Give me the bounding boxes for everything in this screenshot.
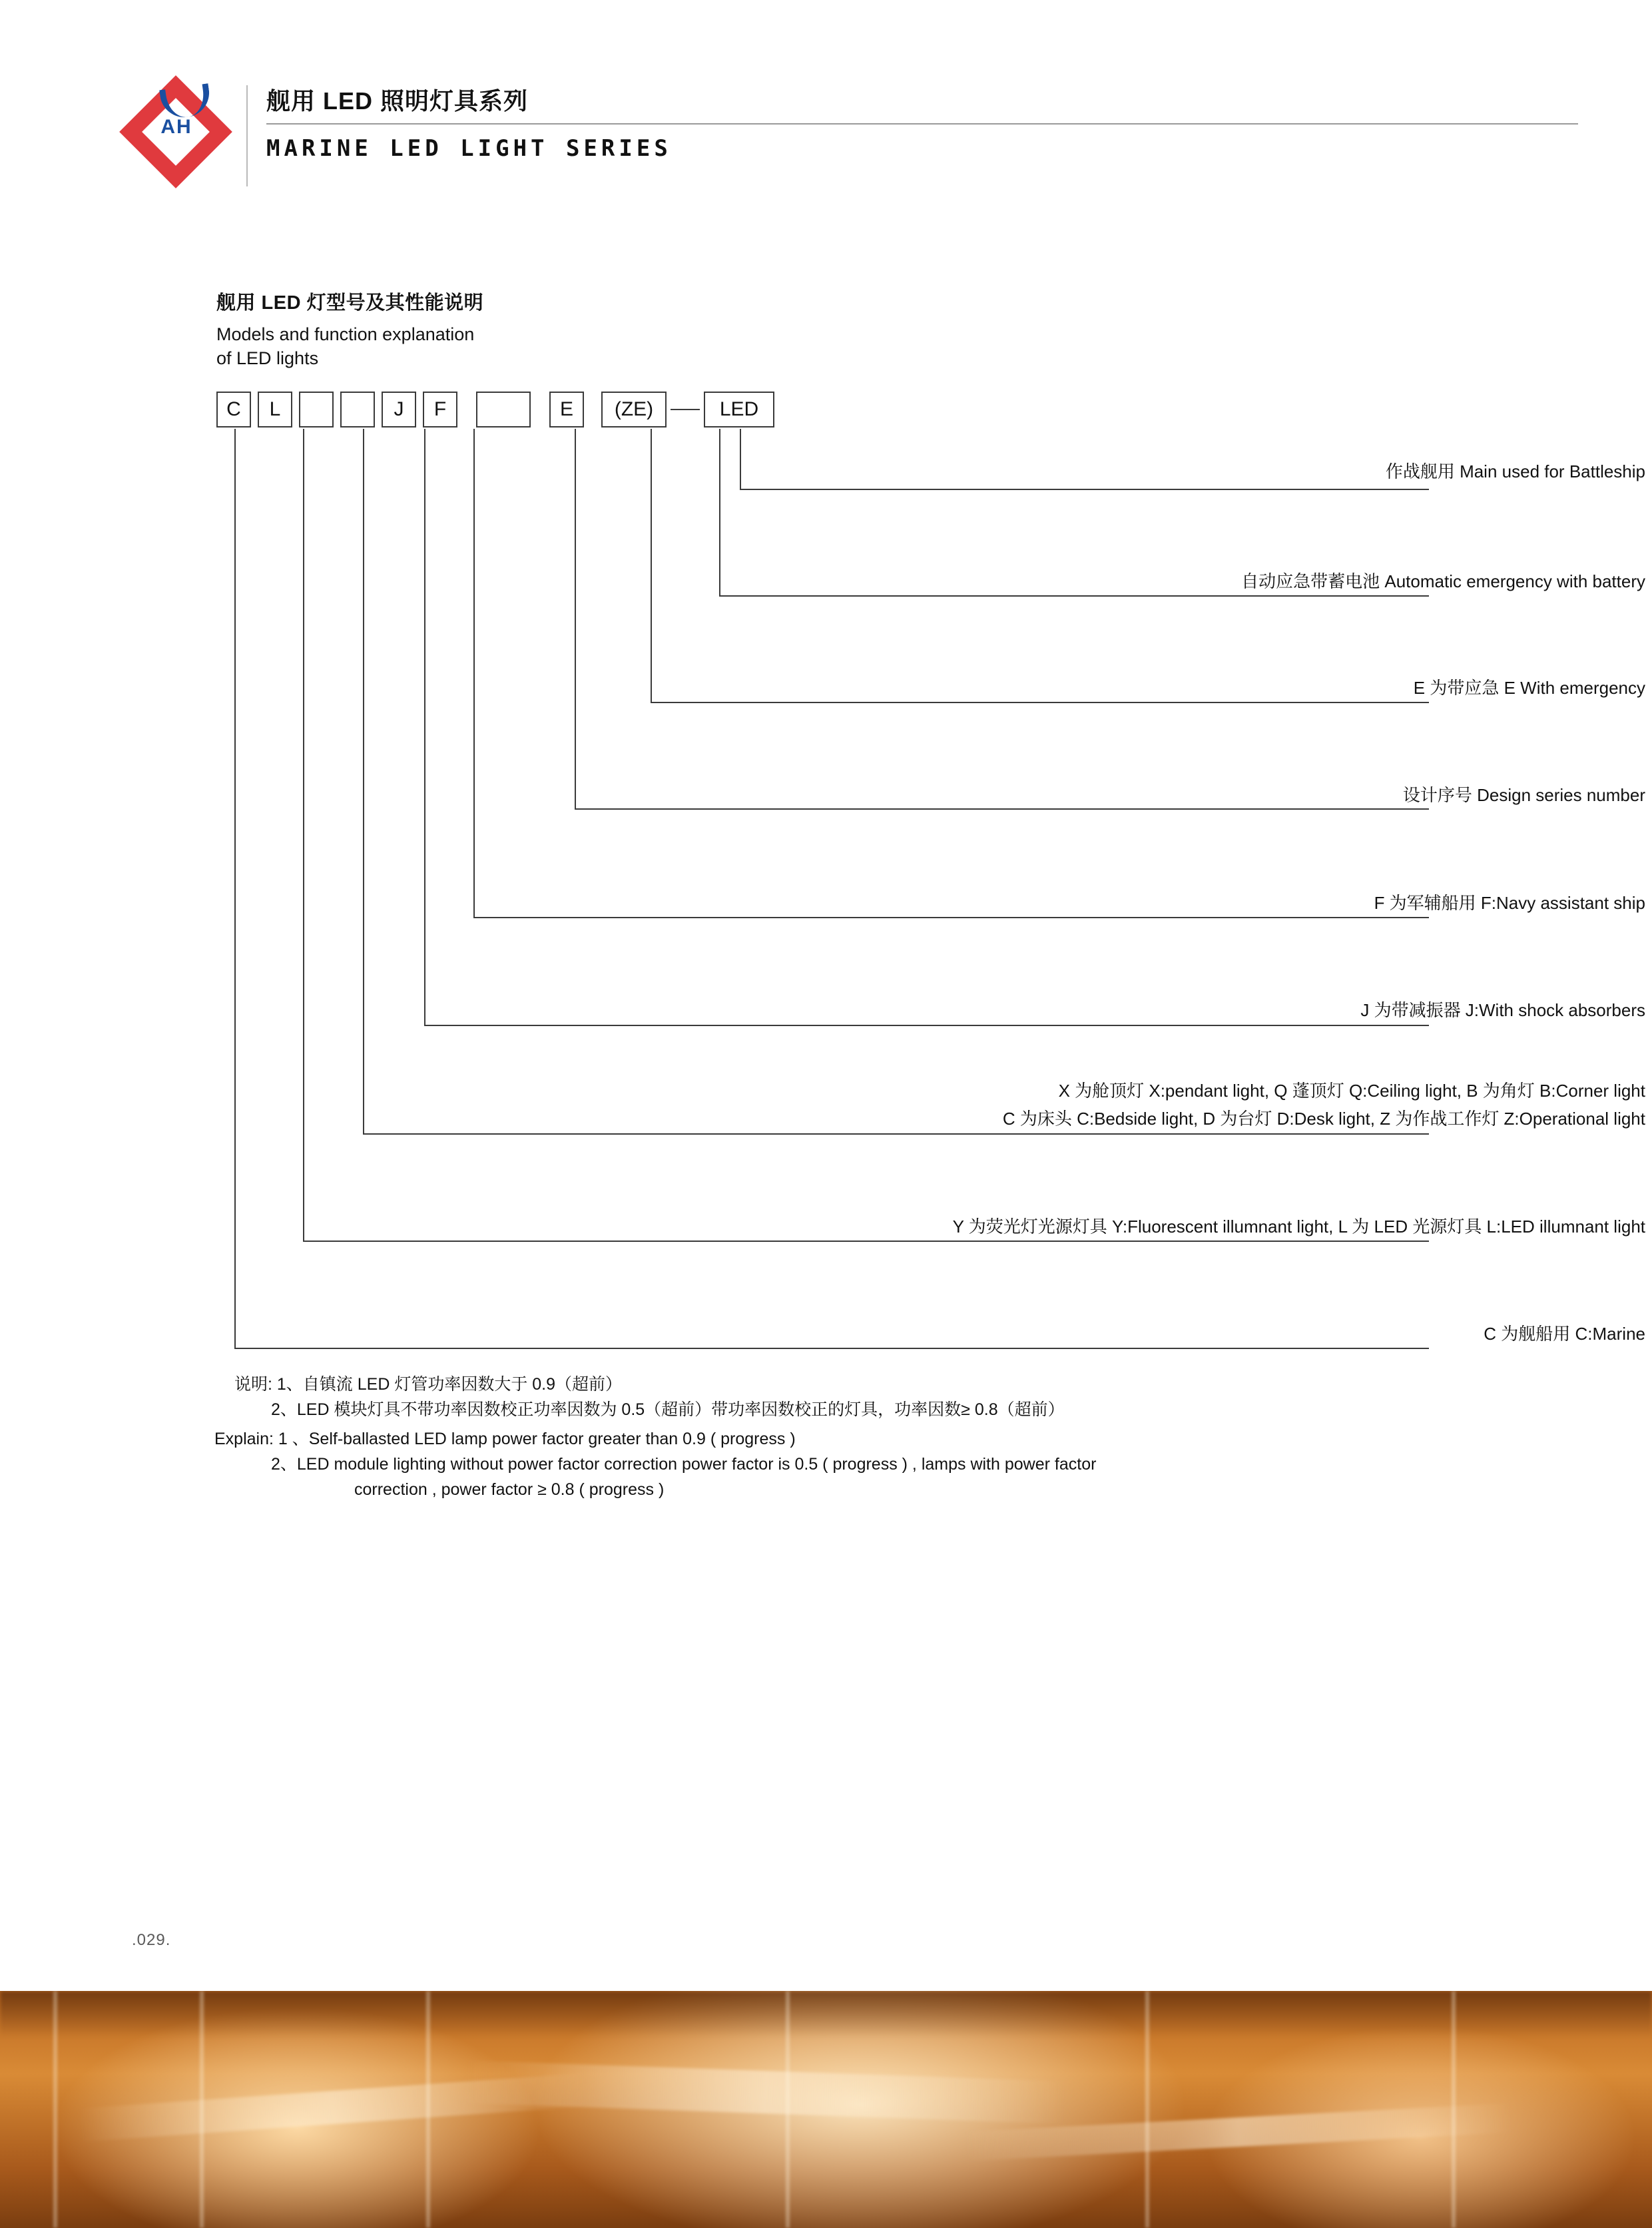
notes-block bbox=[214, 1372, 1440, 1502]
leader-h-led bbox=[740, 489, 1429, 490]
leader-v-type bbox=[363, 429, 364, 1133]
page-header bbox=[127, 80, 1578, 200]
header-divider bbox=[246, 85, 248, 186]
annotation-series: 设计序号 Design series number bbox=[1402, 785, 1645, 805]
note-en-1: Explain: 1 、Self-ballasted LED lamp power factor greater than 0.9 ( progress ) bbox=[214, 1430, 796, 1448]
code-box-j-shock: J bbox=[382, 392, 416, 427]
leader-h-ze bbox=[719, 595, 1429, 597]
annotation-emergency: E 为带应急 E With emergency bbox=[1413, 678, 1645, 698]
photo-vstripe-6 bbox=[1452, 1991, 1456, 2228]
photo-top-shade bbox=[0, 1991, 1652, 2038]
leader-h-f bbox=[473, 917, 1429, 918]
code-box-f-navy: F bbox=[423, 392, 457, 427]
header-title-block bbox=[266, 87, 1578, 162]
company-logo-icon bbox=[127, 85, 226, 185]
page-title-cn: 舰用 LED 照明灯具系列 bbox=[266, 87, 529, 115]
annotation-battery: 自动应急带蓄电池 Automatic emergency with battery bbox=[1241, 571, 1645, 591]
annotation-type-line2: C 为床头 C:Bedside light, D 为台灯 D:Desk light, Z 为作战工作灯 Z:Operational light bbox=[1002, 1109, 1645, 1129]
annotation-navy: F 为军辅船用 F:Navy assistant ship bbox=[1374, 893, 1645, 913]
photo-vstripe-4 bbox=[786, 1991, 790, 2228]
annotation-type-line1: X 为舱顶灯 X:pendant light, Q 蓬顶灯 Q:Ceiling light, B 为角灯 B:Corner light bbox=[1058, 1081, 1645, 1101]
code-box-led: LED bbox=[704, 392, 774, 427]
note-cn-1: 说明: 1、自镇流 LED 灯管功率因数大于 0.9（超前） bbox=[234, 1375, 623, 1394]
leader-v-c bbox=[234, 429, 236, 1348]
annotation-marine: C 为舰船用 C:Marine bbox=[1484, 1324, 1645, 1344]
leader-v-j bbox=[424, 429, 425, 1025]
leader-v-f bbox=[473, 429, 475, 917]
leader-h-j bbox=[424, 1025, 1429, 1026]
leader-v-series bbox=[575, 429, 576, 808]
code-box-ze-battery: (ZE) bbox=[601, 392, 667, 427]
code-box-blank-2 bbox=[340, 392, 375, 427]
section-heading bbox=[216, 288, 1149, 370]
code-box-c-marine: C bbox=[216, 392, 251, 427]
photo-vstripe-5 bbox=[1145, 1991, 1149, 2228]
photo-vstripe-2 bbox=[200, 1991, 204, 2228]
annotation-source: Y 为荧光灯光源灯具 Y:Fluorescent illumnant light, L 为 LED 光源灯具 L:LED illumnant light bbox=[952, 1217, 1645, 1237]
photo-vstripe-3 bbox=[426, 1991, 430, 2228]
annotation-shock: J 为带减振器 J:With shock absorbers bbox=[1360, 1000, 1645, 1020]
code-box-l-source: L bbox=[258, 392, 292, 427]
page-title-en: MARINE LED LIGHT SERIES bbox=[266, 135, 672, 162]
page-number: .029. bbox=[132, 1931, 171, 1949]
note-cn-2: 2、LED 模块灯具不带功率因数校正功率因数为 0.5（超前）带功率因数校正的灯具，功率因数≥ 0.8（超前） bbox=[271, 1400, 1065, 1419]
leader-h-l bbox=[303, 1241, 1429, 1242]
leader-h-e bbox=[651, 702, 1429, 703]
leader-h-type bbox=[363, 1133, 1429, 1135]
code-dash bbox=[671, 409, 700, 410]
section-heading-en-line2: of LED lights bbox=[216, 348, 319, 368]
section-heading-cn: 舰用 LED 灯型号及其性能说明 bbox=[216, 292, 484, 314]
annotation-battleship: 作战舰用 Main used for Battleship bbox=[1385, 461, 1645, 481]
leader-h-c bbox=[234, 1348, 1429, 1349]
leader-h-series bbox=[575, 808, 1429, 810]
photo-vstripe-1 bbox=[53, 1991, 57, 2228]
section-heading-en-line1: Models and function explanation bbox=[216, 324, 475, 344]
bottom-photo-band bbox=[0, 1991, 1652, 2228]
note-en-2: 2、LED module lighting without power factor correction power factor is 0.5 ( progress ) , lamps with power factor bbox=[271, 1455, 1097, 1474]
code-box-series bbox=[476, 392, 531, 427]
logo-letters: AH bbox=[160, 116, 192, 138]
note-en-3: correction , power factor ≥ 0.8 ( progress ) bbox=[354, 1480, 665, 1499]
code-box-type bbox=[299, 392, 334, 427]
code-box-e-emergency: E bbox=[549, 392, 584, 427]
